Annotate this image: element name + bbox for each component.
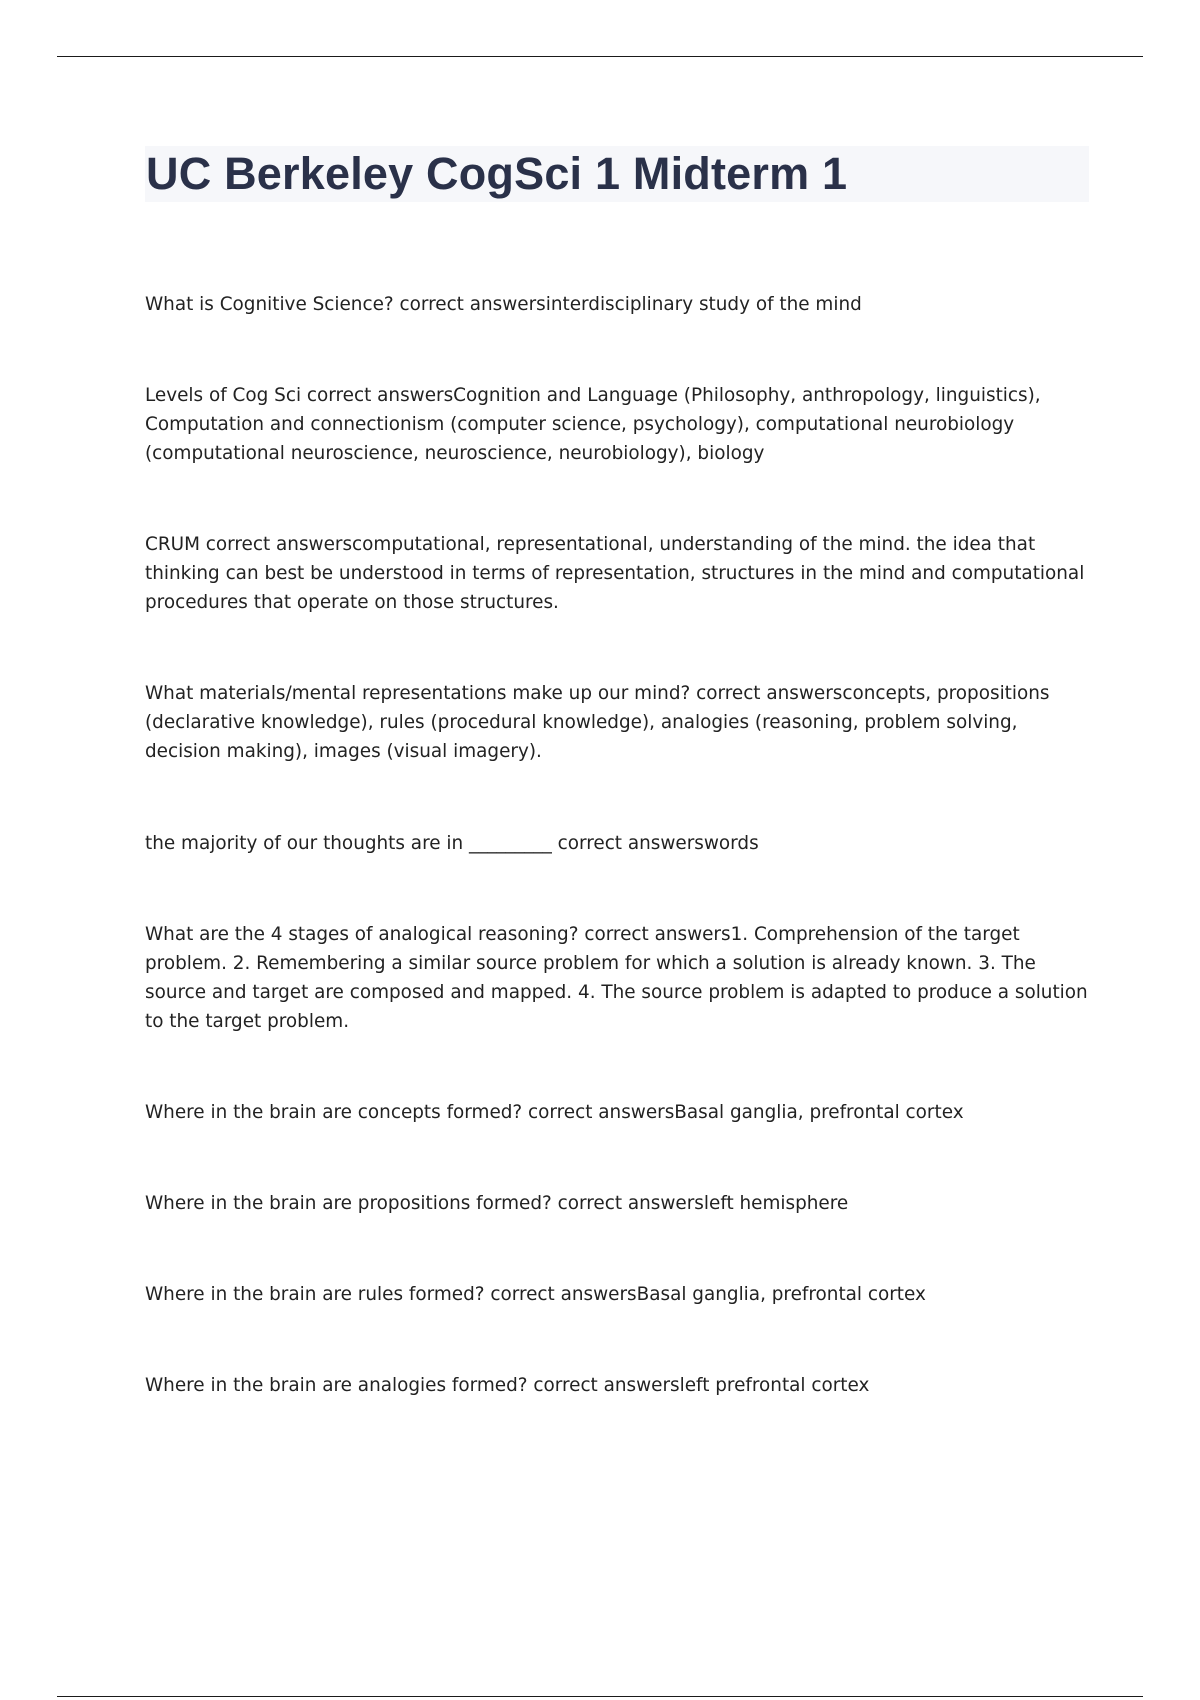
qa-item bbox=[145, 381, 1095, 468]
qa-item bbox=[145, 1098, 1095, 1127]
top-divider bbox=[57, 56, 1143, 57]
answer-label: correct answers bbox=[393, 294, 546, 315]
qa-item bbox=[145, 530, 1095, 617]
answer-label: correct answers bbox=[578, 924, 731, 945]
question: Where in the brain are analogies formed? bbox=[145, 1375, 528, 1396]
answer: computational, representational, understanding of the mind. the idea that thinking can best be understood in terms of representation, structures in the mind and computational procedures that operate on those structures. bbox=[145, 534, 1085, 613]
answer: interdisciplinary study of the mind bbox=[545, 294, 862, 315]
question: What materials/mental representations make up our mind? bbox=[145, 683, 691, 704]
answer-label: correct answers bbox=[199, 534, 353, 555]
question: Levels of Cog Sci bbox=[145, 385, 302, 406]
qa-item bbox=[145, 920, 1095, 1036]
qa-item bbox=[145, 1371, 1095, 1400]
answer-label: correct answers bbox=[551, 833, 704, 854]
qa-item bbox=[145, 1189, 1095, 1218]
answer: left hemisphere bbox=[703, 1193, 849, 1214]
answer: 1. Comprehension of the target problem. 2. Remembering a similar source problem for which a solution is already known. 3. The source and target are composed and mapped. 4. The source problem is adapted to produce a solution to the target problem. bbox=[145, 924, 1088, 1032]
qa-item bbox=[145, 679, 1095, 766]
question: the majority of our thoughts are in _________ bbox=[145, 833, 552, 854]
document-title: UC Berkeley CogSci 1 Midterm 1 bbox=[146, 148, 848, 199]
question: Where in the brain are rules formed? bbox=[145, 1284, 485, 1305]
answer: concepts, propositions (declarative knowledge), rules (procedural knowledge), analogies (reasoning, problem solving, decision making), images (visual imagery). bbox=[145, 683, 1050, 762]
answer: Basal ganglia, prefrontal cortex bbox=[674, 1102, 964, 1123]
answer-label: correct answers bbox=[551, 1193, 704, 1214]
answer-label: correct answers bbox=[527, 1375, 680, 1396]
qa-item bbox=[145, 1280, 1095, 1309]
qa-item bbox=[145, 829, 1095, 858]
answer: Basal ganglia, prefrontal cortex bbox=[636, 1284, 926, 1305]
answer-label: correct answers bbox=[690, 683, 843, 704]
question: Where in the brain are propositions formed? bbox=[145, 1193, 552, 1214]
bottom-divider bbox=[57, 1696, 1143, 1697]
answer: Cognition and Language (Philosophy, anthropology, linguistics), Computation and connectionism (computer science, psychology), computational neurobiology (computational neuroscience, neuroscience, neurobiology), biology bbox=[145, 385, 1041, 464]
question: CRUM bbox=[145, 534, 200, 555]
qa-item bbox=[145, 290, 1095, 319]
question: What is Cognitive Science? bbox=[145, 294, 394, 315]
question: What are the 4 stages of analogical reasoning? bbox=[145, 924, 579, 945]
answer-label: correct answers bbox=[301, 385, 454, 406]
answer: words bbox=[703, 833, 759, 854]
question: Where in the brain are concepts formed? bbox=[145, 1102, 523, 1123]
answer-label: correct answers bbox=[484, 1284, 637, 1305]
answer: left prefrontal cortex bbox=[679, 1375, 870, 1396]
answer-label: correct answers bbox=[522, 1102, 675, 1123]
